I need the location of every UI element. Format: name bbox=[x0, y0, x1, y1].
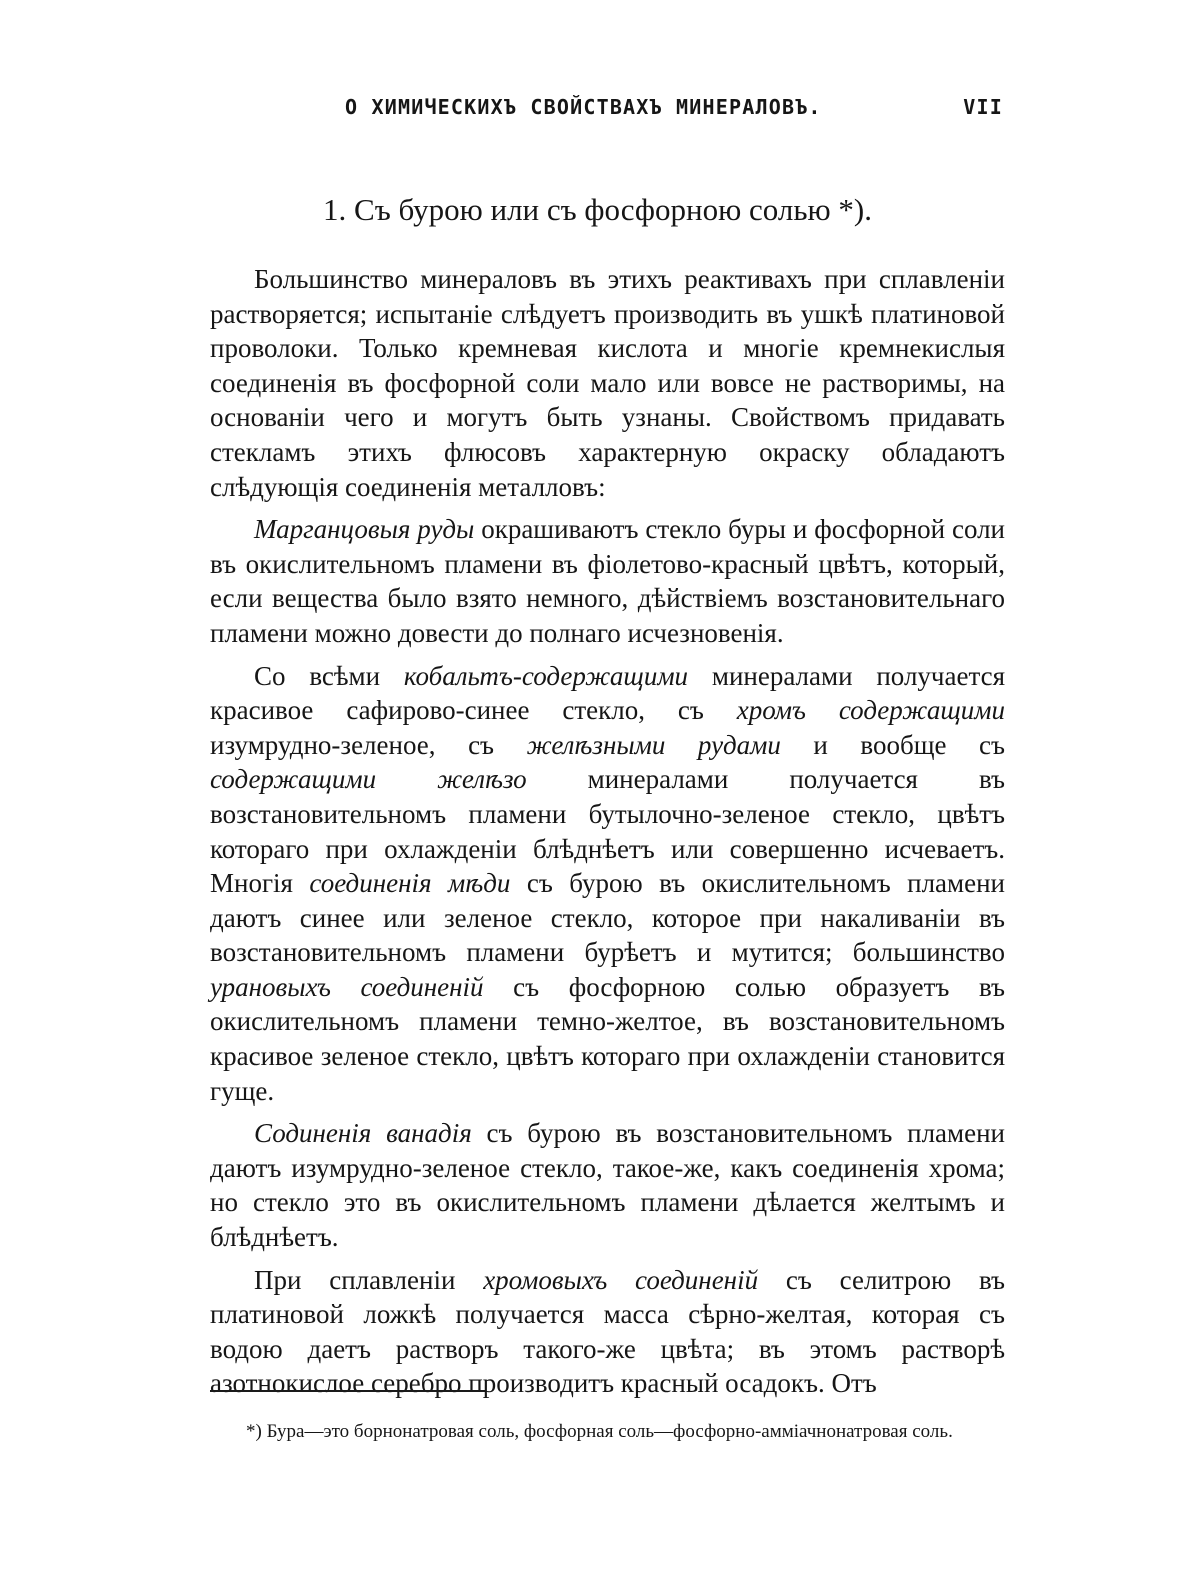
body-text bbox=[210, 262, 1005, 1409]
italic-term: желѣзными рудами bbox=[526, 729, 781, 760]
paragraph-5 bbox=[210, 1263, 1005, 1401]
running-head-title: О ХИМИЧЕСКИХЪ СВОЙСТВАХЪ МИНЕРАЛОВЪ. bbox=[345, 95, 822, 119]
paragraph-text: съ селитрою въ платиновой ложкѣ получается масса сѣрно-желтая, которая съ водою даетъ растворъ такого-же цвѣта; въ этомъ растворѣ азотнокислое серебро производитъ красный осадокъ. Отъ bbox=[210, 1264, 1006, 1399]
italic-term: хромовыхъ соединеній bbox=[483, 1264, 759, 1295]
paragraph-2 bbox=[210, 512, 1005, 650]
running-head bbox=[210, 95, 1005, 125]
paragraph-text: минералами получается красивое сафирово-синее стекло, съ bbox=[210, 660, 1005, 726]
paragraph-text: съ фосфорною солью образуетъ въ окислительномъ пламени темно-желтое, въ возстановительномъ красивое зеленое стекло, цвѣтъ котораго при охлажденіи становится гуще. bbox=[210, 971, 1005, 1106]
paragraph-text: и вообще съ bbox=[780, 729, 1005, 760]
italic-term: соединенія мѣди bbox=[309, 868, 511, 899]
paragraph-1: Большинство минераловъ въ этихъ реактивахъ при сплавленіи растворяется; испытаніе слѣдуетъ производить въ ушкѣ платиновой проволоки. Только кремневая кислота и многіе кремнекислыя соединенія въ фосфорной соли мало или вовсе не растворимы, на основаніи чего и могутъ быть узнаны. Свойствомъ придавать стекламъ этихъ флюсовъ характерную окраску обладаютъ слѣдующія соединенія металловъ: bbox=[210, 264, 1005, 502]
paragraph-text: При сплавленіи bbox=[254, 1264, 484, 1295]
paragraph-text: съ бурою въ возстановительномъ пламени даютъ изумрудно-зеленое стекло, такое-же, какъ соединенія хрома; но стекло это въ окислительномъ пламени дѣлается желтымъ и блѣднѣетъ. bbox=[210, 1118, 1006, 1253]
italic-term: содержащими желѣзо bbox=[210, 764, 527, 795]
paragraph-text: окрашиваютъ стекло буры и фосфорной соли въ окислительномъ пламени въ фіолетово-красный цвѣтъ, который, если вещества было взято немного, дѣйствіемъ возстановительнаго пламени можно довести до полнаго исчезновенія. bbox=[210, 514, 1006, 648]
italic-term: Содиненія ванадія bbox=[254, 1118, 472, 1149]
italic-term: хромъ содержащими bbox=[736, 695, 1005, 726]
footnote-divider bbox=[210, 1390, 485, 1392]
italic-term: Марганцовыя руды bbox=[254, 514, 475, 545]
paragraph-text: изумрудно-зеленое, съ bbox=[210, 729, 527, 760]
paragraph-text: минералами получается въ возстановительномъ пламени бутылочно-зеленое стекло, цвѣтъ котораго при охлажденіи блѣднѣетъ или совершенно исчеваетъ. Многія bbox=[210, 764, 1005, 899]
book-page bbox=[210, 0, 1005, 1588]
page-number: VII bbox=[963, 95, 1003, 119]
footnote: *) Бура—это борнонатровая соль, фосфорная соль—фосфорно-амміачнонатровая соль. bbox=[246, 1421, 953, 1442]
paragraph-text: съ бурою въ окислительномъ пламени даютъ синее или зеленое стекло, которое при накаливаніи въ возстановительномъ пламени бурѣетъ и мутится; большинство bbox=[210, 868, 1006, 968]
italic-term: кобальтъ-содержащими bbox=[403, 660, 689, 691]
paragraph-text: Со всѣми bbox=[254, 660, 404, 691]
section-title-text: 1. Съ бурою или съ фосфорною солью *). bbox=[323, 192, 872, 227]
paragraph-3 bbox=[210, 659, 1005, 1109]
paragraph-4 bbox=[210, 1116, 1005, 1254]
italic-term: урановыхъ соединеній bbox=[210, 971, 484, 1002]
section-title bbox=[210, 192, 1005, 228]
